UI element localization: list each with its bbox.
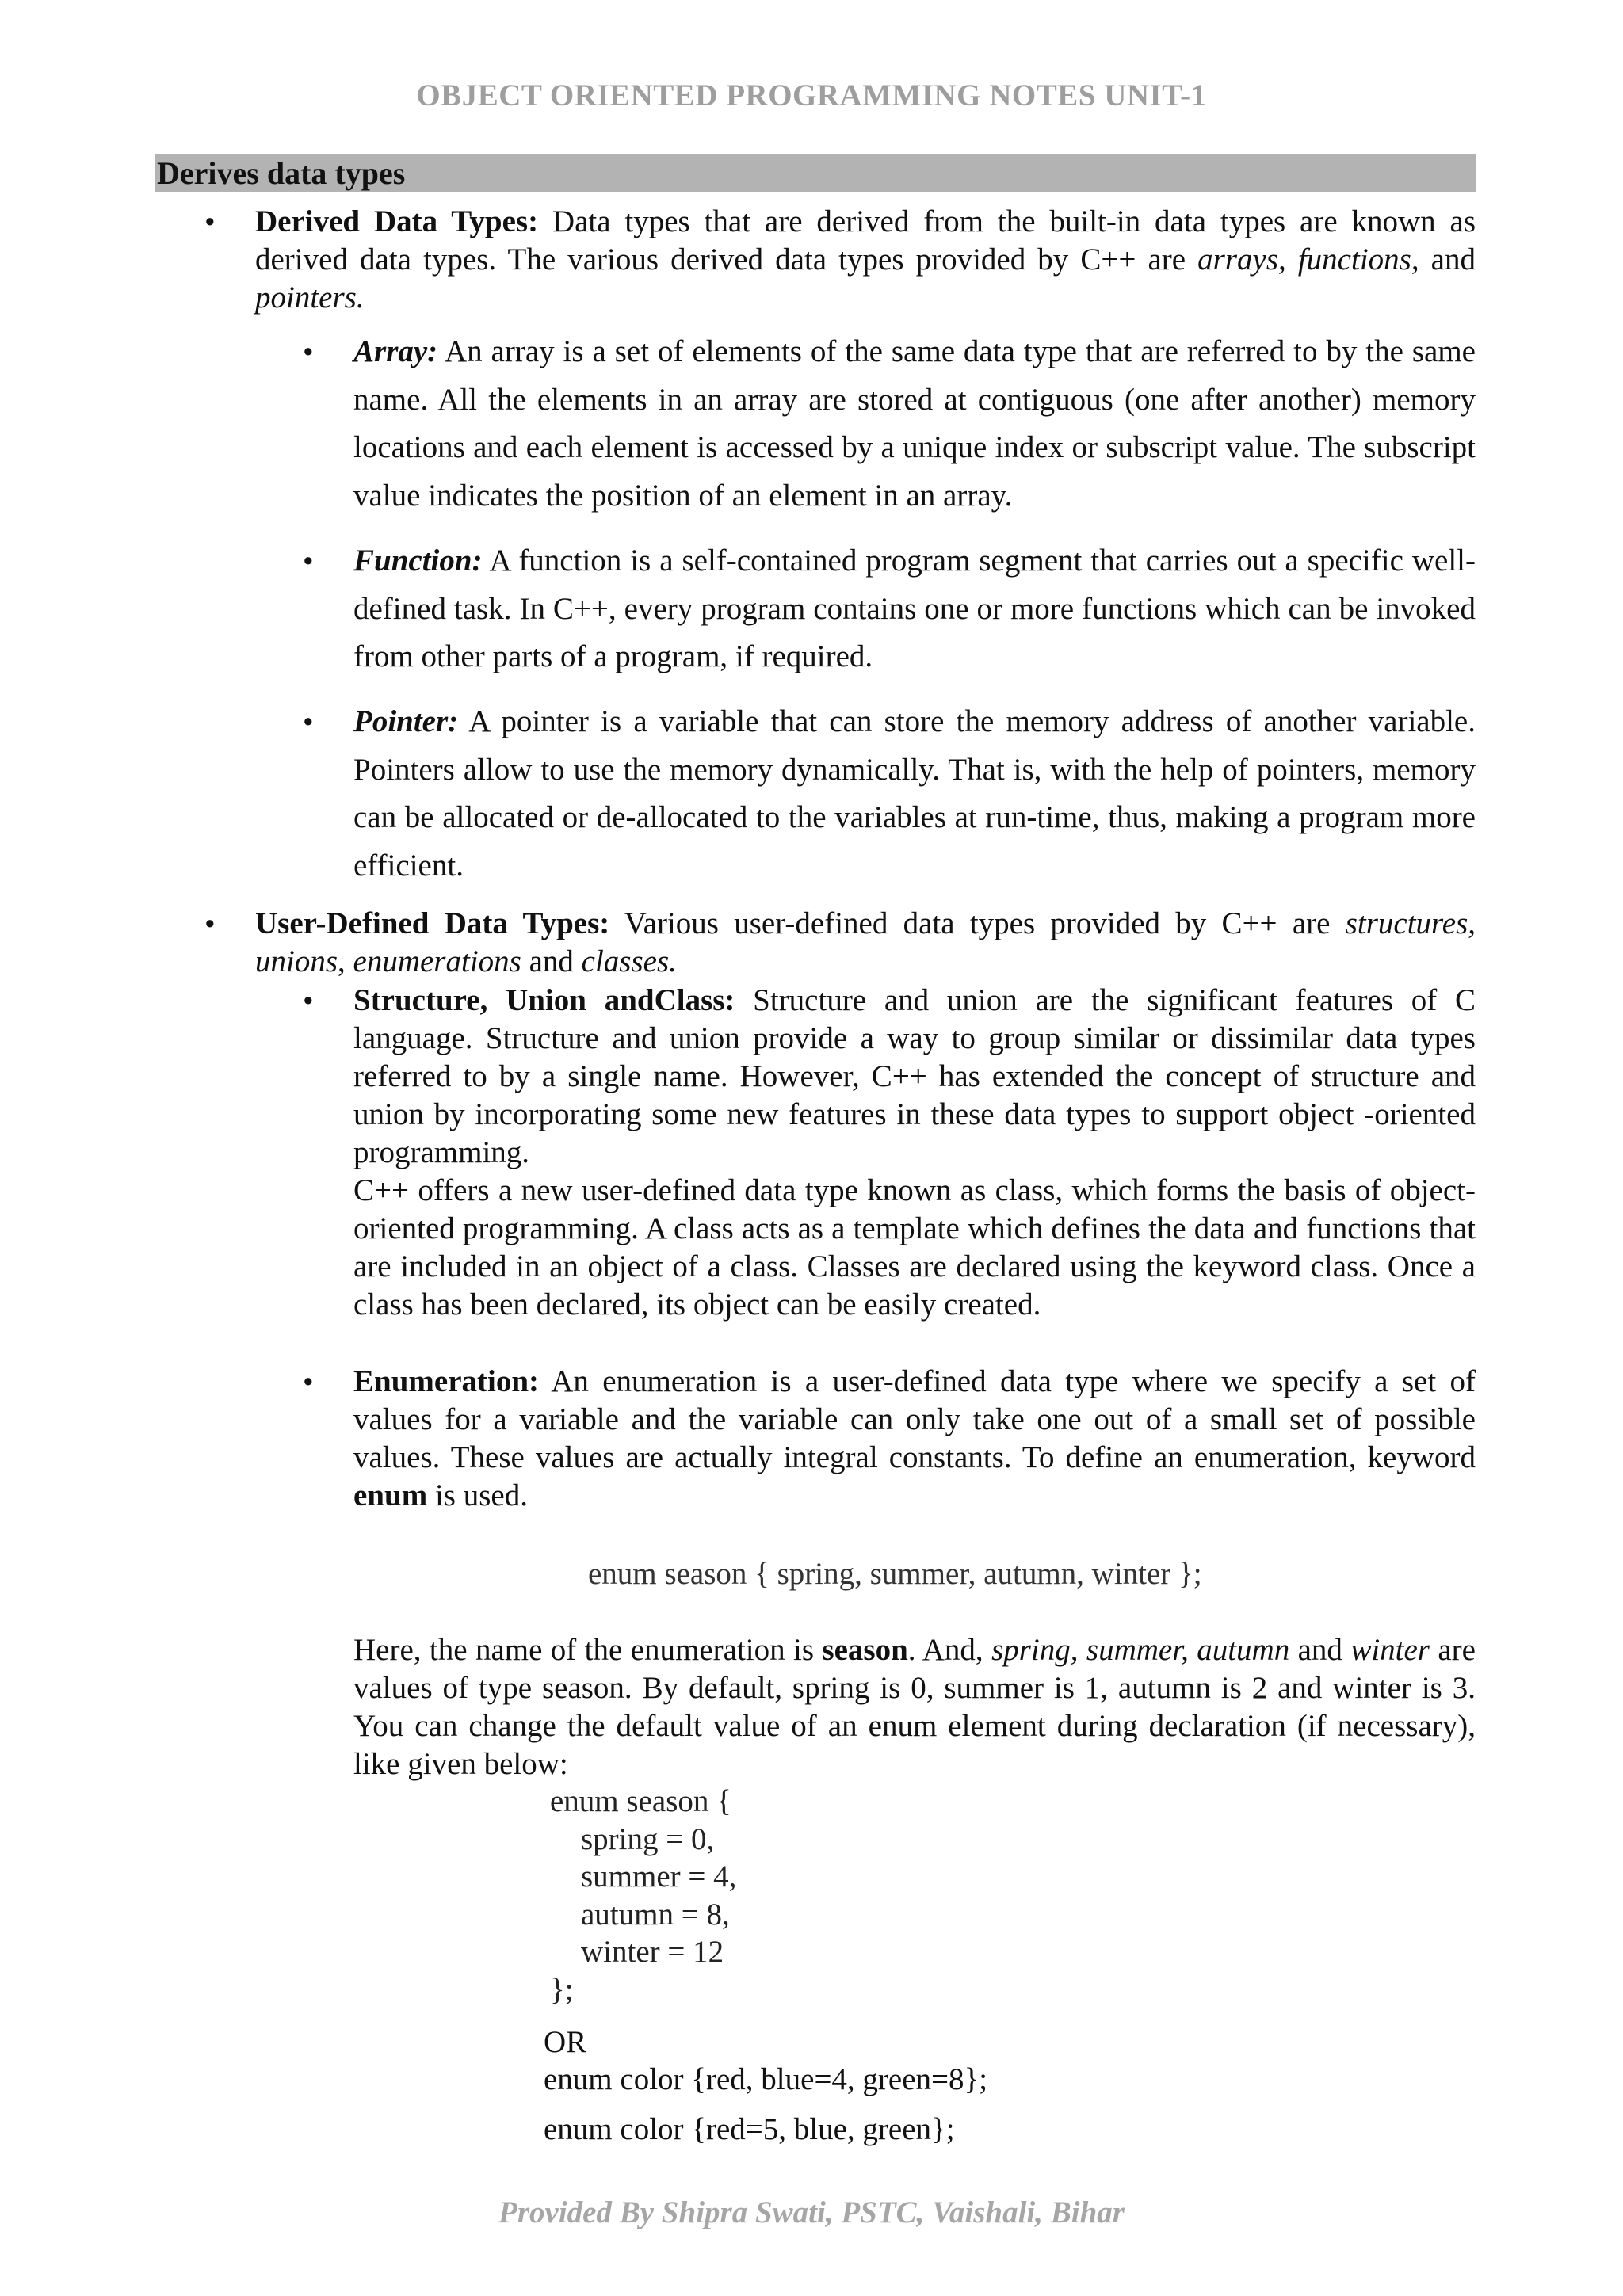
structure-paragraph: Structure, Union andClass: Structure and union are the significant features of C language. Structure and union provide a way to group similar or dissimilar data types referred to by a single name. However, C++ has extended the concept of structure and union by incorporating some new features in these data types to support object -oriented programming. [353, 983, 1476, 1169]
enum-color-example-2: enum color {red=5, blue, green}; [544, 2112, 955, 2146]
section-title: Derives data types [157, 155, 406, 191]
enum-season-code-block: enum season { spring = 0, summer = 4, autumn = 8, winter = 12 }; [550, 1784, 737, 2007]
function-label: Function: [353, 543, 483, 578]
bullet-derived: • [204, 205, 216, 239]
bullet-array: • [303, 335, 314, 369]
derived-paragraph: Derived Data Types: Data types that are derived from the built-in data types are known as derived data types. The various derived data types provided by C++ are arrays, functions, and pointers. [255, 204, 1476, 315]
bullet-pointer: • [303, 705, 314, 739]
function-paragraph: Function: A function is a self-contained program segment that carries out a specific well-defined task. In C++, every program contains one or more functions which can be invoked from other parts of a program, if required. [353, 543, 1476, 673]
pointer-paragraph: Pointer: A pointer is a variable that can store the memory address of another variable. Pointers allow to use the memory dynamically. That is, with the help of pointers, memory can be allocated or de-allocated to the variables at run-time, thus, making a program more efficient. [353, 704, 1476, 883]
enumeration-paragraph: Enumeration: An enumeration is a user-defined data type where we specify a set of values for a variable and the variable can only take one out of a small set of possible values. These values are actually integral constants. To define an enumeration, keyword enum is used. [353, 1364, 1476, 1512]
userdefined-label: User-Defined Data Types: [255, 906, 610, 940]
enum-explanation-paragraph: Here, the name of the enumeration is season. And, spring, summer, autumn and winter are values of type season. By default, spring is 0, summer is 1, autumn is 2 and winter is 3. You can change the default value of an enum element during declaration (if necessary), like given below: [353, 1633, 1476, 1781]
bullet-structure: • [303, 984, 314, 1018]
enum-color-example-1: enum color {red, blue=4, green=8}; [544, 2062, 988, 2096]
derived-label: Derived Data Types: [255, 204, 539, 238]
array-paragraph: Array: An array is a set of elements of the same data type that are referred to by the same name. All the elements in an array are stored at contiguous (one after another) memory locations and each element is accessed by a unique index or subscript value. The subscript value indicates the position of an element in an array. [353, 334, 1476, 513]
pointer-label: Pointer: [353, 704, 459, 738]
or-text: OR [544, 2025, 587, 2059]
page-header: OBJECT ORIENTED PROGRAMMING NOTES UNIT-1 [416, 78, 1207, 113]
array-label: Array: [353, 334, 438, 368]
bullet-userdefined: • [204, 907, 216, 941]
enum-season-example: enum season { spring, summer, autumn, winter }; [588, 1557, 1202, 1591]
class-paragraph: C++ offers a new user-defined data type known as class, which forms the basis of object-oriented programming. A class acts as a template which defines the data and functions that are included in an object of a class. Classes are declared using the keyword class. Once a class has been declared, its object can be easily created. [353, 1173, 1476, 1322]
page-footer: Provided By Shipra Swati, PSTC, Vaishali, Bihar [498, 2195, 1125, 2229]
structure-label: Structure, Union andClass: [353, 983, 735, 1017]
bullet-enumeration: • [303, 1365, 314, 1399]
bullet-function: • [303, 544, 314, 578]
enumeration-label: Enumeration: [353, 1364, 539, 1398]
userdefined-paragraph: User-Defined Data Types: Various user-defined data types provided by C++ are structures, unions, enumerations and classes. [255, 906, 1476, 978]
